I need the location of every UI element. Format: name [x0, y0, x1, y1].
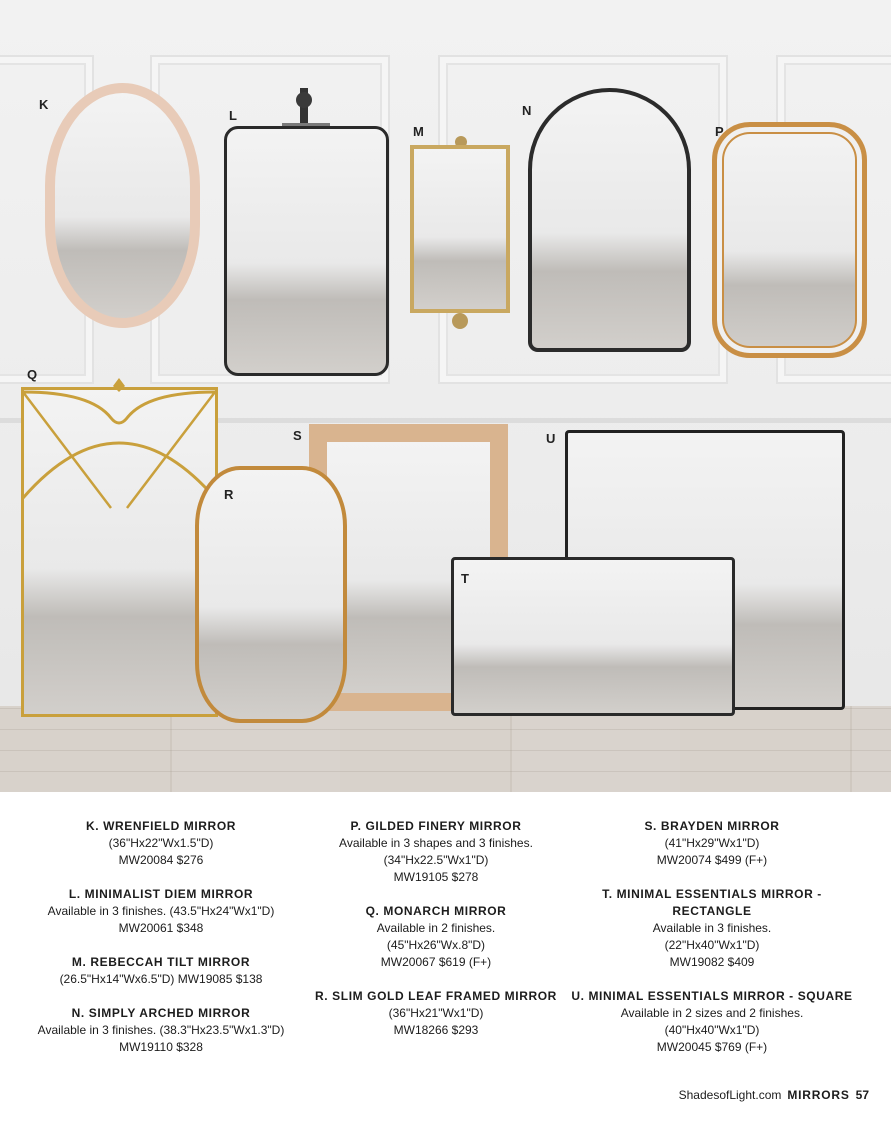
footer-site: ShadesofLight.com: [678, 1088, 782, 1102]
product-detail: MW19105 $278: [393, 870, 479, 884]
product-detail: (36"Hx22"Wx1.5"D): [108, 836, 214, 850]
product-column-3: [568, 818, 856, 1073]
product-detail: Available in 3 finishes. (38.3"Hx23.5"Wx1.3"D): [37, 1023, 285, 1037]
product-detail: MW20045 $769 (F+): [656, 1040, 768, 1054]
page-number: 57: [855, 1088, 869, 1102]
product-name: S. BRAYDEN MIRROR: [644, 819, 780, 833]
page-footer: [679, 1088, 869, 1102]
product-detail: MW20084 $276: [118, 853, 204, 867]
product-detail: Available in 3 shapes and 3 finishes.: [339, 836, 533, 850]
product-entry: [305, 988, 567, 1039]
label-m: M: [413, 124, 425, 139]
product-detail: (22"Hx40"Wx1"D): [664, 938, 760, 952]
product-detail: (36"Hx21"Wx1"D): [388, 1006, 484, 1020]
mirror-m-pivot: [452, 313, 468, 329]
product-detail: Available in 2 sizes and 2 finishes.: [620, 1006, 804, 1020]
product-name: L. MINIMALIST DIEM MIRROR: [68, 887, 254, 901]
label-r: R: [224, 487, 234, 502]
product-entry: [568, 818, 856, 869]
product-detail: (40"Hx40"Wx1"D): [664, 1023, 760, 1037]
product-name: M. REBECCAH TILT MIRROR: [71, 955, 251, 969]
mirror-r: [195, 466, 347, 723]
label-p: P: [715, 124, 725, 139]
product-entry: [568, 988, 856, 1056]
product-detail: MW19110 $328: [119, 1040, 203, 1054]
product-column-1: [20, 818, 302, 1073]
product-name: N. SIMPLY ARCHED MIRROR: [71, 1006, 251, 1020]
mirror-t: [451, 557, 735, 716]
product-detail: MW18266 $293: [393, 1023, 479, 1037]
product-column-2: [305, 818, 567, 1056]
mirror-k: [45, 83, 200, 328]
product-name: Q. MONARCH MIRROR: [365, 904, 507, 918]
product-name: R. SLIM GOLD LEAF FRAMED MIRROR: [315, 989, 557, 1003]
product-entry: [20, 954, 302, 988]
product-detail: MW20067 $619 (F+): [380, 955, 492, 969]
product-detail: Available in 3 finishes. (43.5"Hx24"Wx1"D): [47, 904, 275, 918]
mirror-n: [528, 88, 691, 352]
product-detail: MW19082 $409: [669, 955, 755, 969]
mirror-m: [410, 145, 510, 313]
product-entry: [568, 886, 856, 971]
product-entry: [20, 886, 302, 937]
wood-floor: [0, 706, 891, 792]
product-detail: (41"Hx29"Wx1"D): [664, 836, 760, 850]
product-name: K. WRENFIELD MIRROR: [85, 819, 237, 833]
product-entry: [20, 818, 302, 869]
label-u: U: [546, 431, 556, 446]
product-detail: Available in 3 finishes.: [652, 921, 772, 935]
product-detail: MW20061 $348: [118, 921, 204, 935]
product-entry: [20, 1005, 302, 1056]
footer-section: MIRRORS: [787, 1088, 850, 1102]
label-t: T: [461, 571, 470, 586]
mirror-l: [224, 126, 389, 376]
label-k: K: [39, 97, 49, 112]
product-detail: (26.5"Hx14"Wx6.5"D) MW19085 $138: [59, 972, 263, 986]
product-detail: Available in 2 finishes.: [376, 921, 496, 935]
product-detail: (34"Hx22.5"Wx1"D): [383, 853, 489, 867]
mirror-q-ornament: [21, 378, 218, 718]
product-entry: [305, 818, 567, 886]
mirror-l-knob: [296, 92, 312, 108]
product-detail: MW20074 $499 (F+): [656, 853, 768, 867]
label-l: L: [229, 108, 238, 123]
mirror-p: [712, 122, 867, 358]
product-name: U. MINIMAL ESSENTIALS MIRROR - SQUARE: [571, 989, 853, 1003]
product-name: P. GILDED FINERY MIRROR: [350, 819, 522, 833]
product-detail: (45"Hx26"Wx.8"D): [386, 938, 486, 952]
label-q: Q: [27, 367, 38, 382]
product-entry: [305, 903, 567, 971]
product-name: T. MINIMAL ESSENTIALS MIRROR - RECTANGLE: [602, 887, 822, 918]
label-s: S: [293, 428, 303, 443]
label-n: N: [522, 103, 532, 118]
